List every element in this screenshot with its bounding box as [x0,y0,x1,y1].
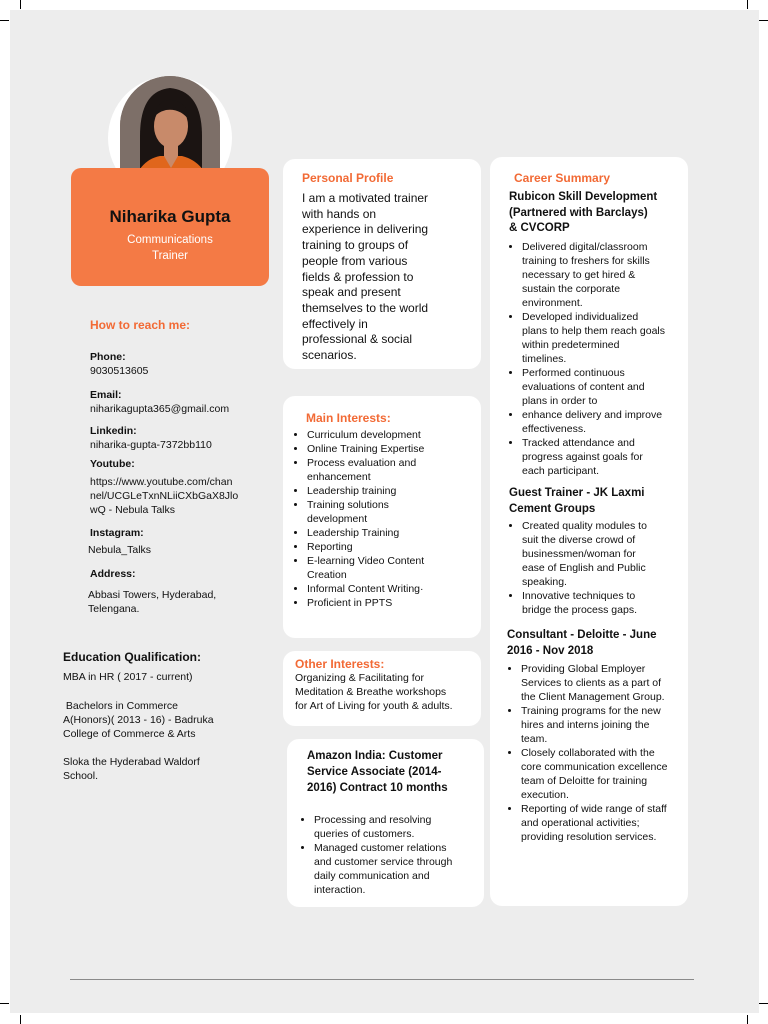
crop-mark [20,1015,21,1024]
profile-name: Niharika Gupta [109,207,231,226]
education-item-bcom-l1: Bachelors in Commerce [63,700,178,712]
youtube-line1: https://www.youtube.com/chan [90,476,233,488]
personal-profile-heading: Personal Profile [302,171,394,185]
job3-item: • Reporting of wide range of staff and operational activities; providing resolution services. [521,802,668,844]
job1-title-l3: & CVCORP [509,222,570,234]
amazon-title-l1: Amazon India: Customer [307,750,443,762]
job1-item: • enhance delivery and improve effectiveness. [522,408,665,436]
interest-item: • Process evaluation and enhancement [307,456,442,484]
education-item-bcom-l3: College of Commerce & Arts [63,728,196,740]
job2-title-l2: Cement Groups [509,503,596,515]
linkedin-value: niharika-gupta-7372bb110 [90,439,212,451]
personal-profile-text [302,191,428,364]
job1-title-l1: Rubicon Skill Development [509,191,658,203]
education-heading: Education Qualification: [63,650,202,664]
job2-list [507,519,659,617]
address-line2: Telengana. [88,603,140,615]
interest-item: • Proficient in PPTS [307,596,442,610]
interest-item: • Reporting [307,540,442,554]
profile-text-line: training to groups of [302,238,409,253]
job3-list [506,662,668,844]
job2-item: • Created quality modules to suit the diverse crowd of businessmen/woman for ease of English and Public speaking. [522,519,659,589]
job1-item: • Tracked attendance and progress against goals for each participant. [522,436,665,478]
job3-item: • Closely collaborated with the core communication excellence team of Deloitte for training execution. [521,746,668,802]
main-interests-heading: Main Interests: [306,411,391,425]
instagram-label: Instagram: [90,527,144,539]
crop-mark [747,1015,748,1024]
interest-item: • Online Training Expertise [307,442,442,456]
amazon-title-l3: 2016) Contract 10 months [307,782,448,794]
job1-title-l2: (Partnered with Barclays) [509,207,648,219]
crop-mark [20,0,21,9]
profile-text-line: themselves to the world [302,300,429,315]
amazon-item: • Processing and resolving queries of customers. [314,813,462,841]
email-label: Email: [90,389,122,401]
job3-title-l2: 2016 - Nov 2018 [507,645,594,657]
other-interests-text: Organizing & Facilitating for Meditation & Breathe workshops for Art of Living for youth & adults. [295,672,453,712]
profile-text-line: professional & social [302,332,413,347]
job1-item: • Delivered digital/classroom training to freshers for skills necessary to get hired & sustain the corporate environment. [522,240,665,310]
instagram-value: Nebula_Talks [88,544,152,556]
other-interests-heading: Other Interests: [295,657,385,671]
linkedin-label: Linkedin: [90,425,137,437]
profile-role-line1: Communications [127,234,213,246]
job3-item: • Training programs for the new hires and interns joining the team. [521,704,668,746]
email-value: niharikagupta365@gmail.com [90,403,230,415]
footer-divider [70,979,694,980]
amazon-item: • Managed customer relations and customer service through daily communication and interaction. [314,841,462,897]
education-item-bcom-l2: A(Honors)( 2013 - 16) - Badruka [63,714,214,726]
phone-value: 9030513605 [90,365,149,377]
job3-title-l1: Consultant - Deloitte - June [507,629,657,641]
job1-item: • Developed individualized plans to help them reach goals within predetermined timelines. [522,310,665,366]
profile-text-line: people from various [302,253,408,268]
crop-mark [0,20,9,21]
profile-text-line: speak and present [302,285,401,300]
education-item-mba: MBA in HR ( 2017 - current) [63,671,193,683]
profile-text-line: I am a motivated trainer [302,191,429,205]
job2-title-l1: Guest Trainer - JK Laxmi [509,487,645,499]
profile-role-line2: Trainer [152,250,188,262]
education-item-school-l1: Sloka the Hyderabad Waldorf [63,756,200,768]
amazon-title-l2: Service Associate (2014- [307,766,442,778]
job2-item: • Innovative techniques to bridge the process gaps. [522,589,659,617]
job3-item: • Providing Global Employer Services to clients as a part of the Client Management Group. [521,662,668,704]
profile-text-line: with hands on [302,206,377,221]
education-item-school-l2: School. [63,770,99,782]
interest-item: • E-learning Video Content Creation [307,554,442,582]
profile-text-line: experience in delivering [302,222,429,237]
crop-mark [747,0,748,9]
interest-item: • Leadership Training [307,526,442,540]
contact-heading: How to reach me: [90,318,191,332]
interest-item: • Leadership training [307,484,442,498]
interest-item: • Curriculum development [307,428,442,442]
phone-label: Phone: [90,351,126,363]
youtube-line3: wQ - Nebula Talks [90,504,176,516]
address-line1: Abbasi Towers, Hyderabad, [88,589,217,601]
youtube-line2: nel/UCGLeTxnNLiiCXbGaX8Jlo [90,490,239,502]
crop-mark [0,1003,9,1004]
crop-mark [759,20,768,21]
profile-text-line: fields & profession to [302,269,414,284]
job1-item: • Performed continuous evaluations of content and plans in order to [522,366,665,408]
job1-list [507,240,665,478]
amazon-list [299,813,462,897]
name-card [71,168,269,286]
interest-item: • Informal Content Writing· [307,582,442,596]
youtube-label: Youtube: [90,458,135,470]
interest-item: • Training solutions development [307,498,442,526]
profile-text-line: effectively in [302,316,368,331]
profile-text-line: scenarios. [302,348,357,363]
crop-mark [759,1003,768,1004]
address-label: Address: [90,568,136,580]
main-interests-list [292,428,442,610]
career-summary-heading: Career Summary [514,171,611,185]
